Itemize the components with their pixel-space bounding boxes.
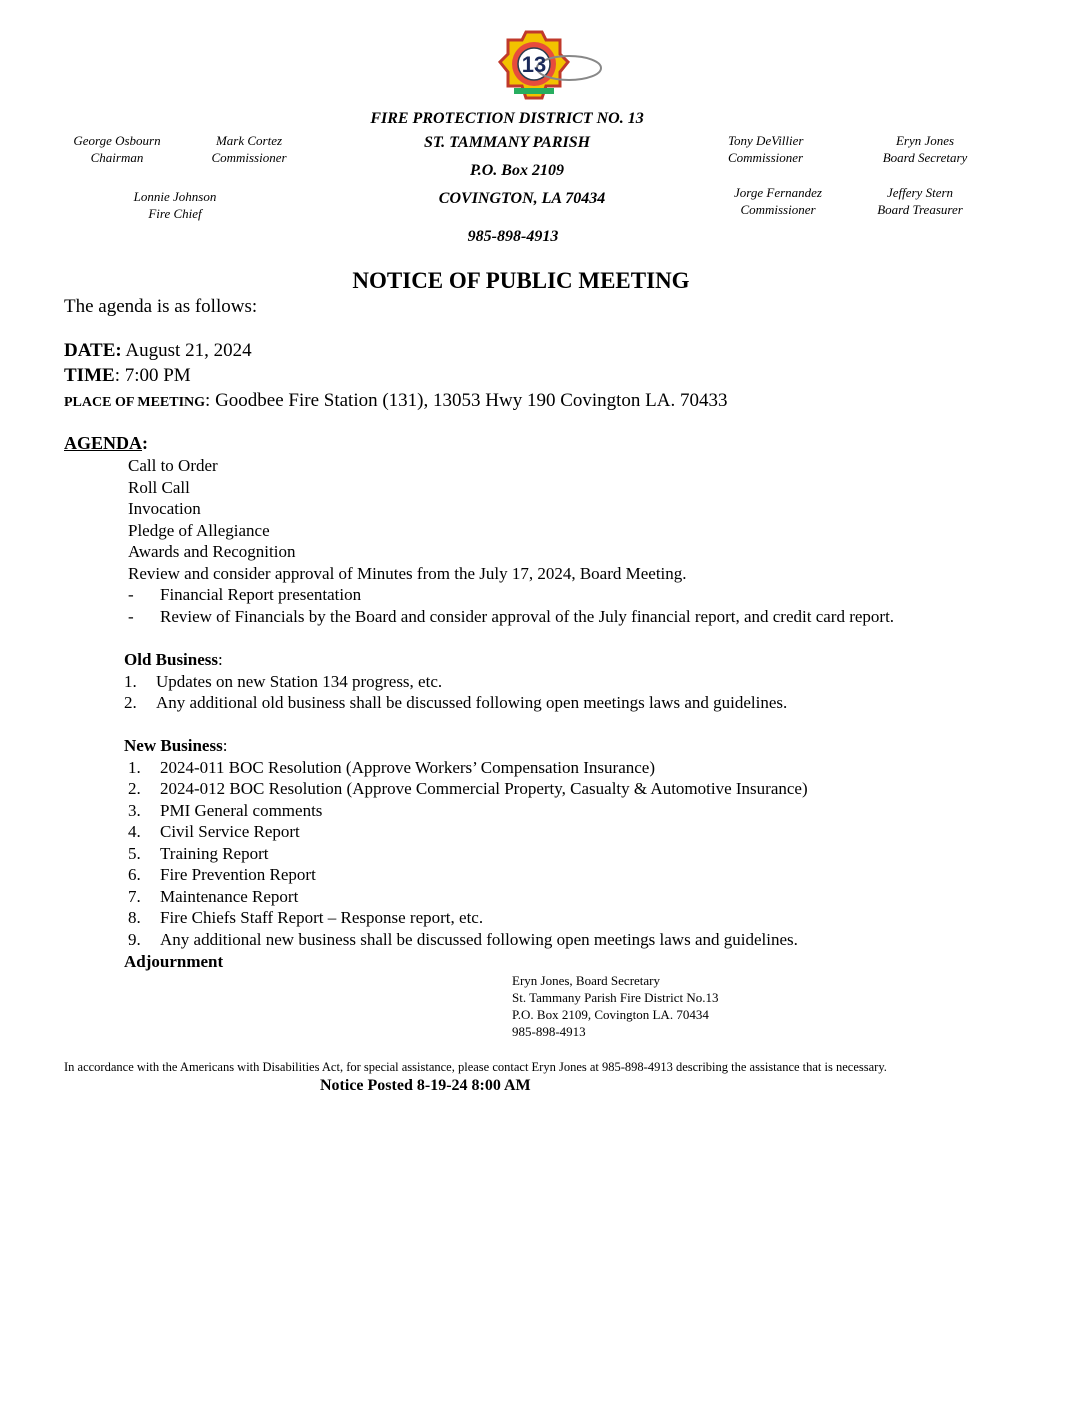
new-business-num: 8.	[128, 908, 141, 927]
date-label: DATE:	[64, 340, 122, 361]
sub-item-dash: -	[128, 585, 134, 604]
official-title: Commissioner	[728, 150, 804, 165]
agenda-sub-item: Financial Report presentation	[160, 585, 362, 604]
ada-notice: In accordance with the Americans with Disabilities Act, for special assistance, please contact Eryn Jones at 985-898-4913 describing the assistance that is necessary.	[64, 1060, 887, 1074]
official-commissioner-devillier	[728, 132, 824, 166]
official-fire-chief	[122, 188, 228, 222]
new-business-item: 2024-012 BOC Resolution (Approve Commercial Property, Casualty & Automotive Insurance)	[160, 779, 808, 798]
official-name: Mark Cortez	[215, 133, 283, 148]
signature-address: P.O. Box 2109, Covington LA. 70434	[512, 1007, 709, 1022]
page-title: NOTICE OF PUBLIC MEETING	[352, 268, 690, 293]
place-label: PLACE OF MEETING	[64, 395, 206, 410]
official-name: Tony DeVillier	[728, 133, 804, 148]
notice-posted: Notice Posted 8-19-24 8:00 AM	[320, 1077, 531, 1094]
old-business-item: Any additional old business shall be discussed following open meetings laws and guidelines.	[156, 693, 788, 712]
agenda-item: Review and consider approval of Minutes from the July 17, 2024, Board Meeting.	[128, 564, 687, 583]
official-board-secretary	[870, 132, 980, 166]
old-business-colon: :	[218, 650, 223, 669]
official-chairman	[62, 132, 172, 166]
new-business-num: 9.	[128, 930, 141, 949]
new-business-num: 1.	[128, 758, 141, 777]
new-business-item: 2024-011 BOC Resolution (Approve Workers’ Compensation Insurance)	[160, 758, 656, 777]
agenda-intro: The agenda is as follows:	[64, 296, 258, 317]
new-business-num: 7.	[128, 887, 141, 906]
agenda-heading-text: AGENDA	[64, 433, 143, 453]
fire-district-logo	[484, 28, 604, 106]
date-value: August 21, 2024	[121, 340, 252, 361]
signature-phone: 985-898-4913	[512, 1024, 586, 1039]
old-business-num: 2.	[124, 693, 137, 712]
po-box: P.O. Box 2109	[470, 162, 564, 179]
official-title: Commissioner	[740, 202, 816, 217]
agenda-heading-colon: :	[142, 433, 149, 453]
new-business-heading	[124, 736, 227, 756]
official-title: Commissioner	[211, 150, 287, 165]
official-name: Jorge Fernandez	[734, 185, 822, 200]
agenda-item: Pledge of Allegiance	[128, 521, 270, 540]
time-value: : 7:00 PM	[114, 365, 191, 386]
agenda-heading	[64, 433, 148, 454]
new-business-num: 2.	[128, 779, 141, 798]
new-business-colon: :	[222, 736, 228, 755]
district-name: FIRE PROTECTION DISTRICT NO. 13	[370, 110, 644, 127]
new-business-num: 6.	[128, 865, 141, 884]
new-business-item: Fire Prevention Report	[160, 865, 316, 884]
new-business-item: Maintenance Report	[160, 887, 299, 906]
agenda-sub-item: Review of Financials by the Board and consider approval of the July financial report, and credit card report.	[160, 607, 895, 626]
new-business-label: New Business	[124, 736, 223, 755]
sub-item-dash: -	[128, 607, 134, 626]
official-name: George Osbourn	[73, 133, 161, 148]
new-business-num: 3.	[128, 801, 141, 820]
official-title: Board Treasurer	[877, 202, 963, 217]
new-business-item: Civil Service Report	[160, 822, 300, 841]
agenda-item: Awards and Recognition	[128, 542, 296, 561]
new-business-item: Training Report	[160, 844, 269, 863]
time-label: TIME	[64, 365, 115, 386]
official-name: Eryn Jones	[895, 133, 955, 148]
official-title: Chairman	[90, 150, 144, 165]
new-business-item: PMI General comments	[160, 801, 323, 820]
agenda-item: Roll Call	[128, 478, 190, 497]
meeting-place	[64, 390, 728, 412]
old-business-item: Updates on new Station 134 progress, etc.	[156, 672, 443, 691]
phone-number: 985-898-4913	[467, 228, 559, 245]
place-value: : Goodbee Fire Station (131), 13053 Hwy 190 Covington LA. 70433	[205, 390, 728, 411]
agenda-item: Call to Order	[128, 456, 218, 475]
old-business-label: Old Business	[124, 650, 219, 669]
parish-name: ST. TAMMANY PARISH	[423, 134, 591, 151]
official-commissioner-fernandez	[726, 184, 830, 218]
meeting-time	[64, 365, 191, 387]
signature-org: St. Tammany Parish Fire District No.13	[512, 990, 719, 1005]
official-title: Fire Chief	[148, 206, 202, 221]
new-business-num: 4.	[128, 822, 141, 841]
official-commissioner-cortez	[196, 132, 302, 166]
adjournment: Adjournment	[124, 952, 224, 971]
old-business-heading	[124, 650, 223, 670]
new-business-item: Fire Chiefs Staff Report – Response report, etc.	[160, 908, 484, 927]
old-business-num: 1.	[124, 672, 137, 691]
new-business-num: 5.	[128, 844, 141, 863]
logo-number: 13	[521, 52, 547, 77]
official-title: Board Secretary	[882, 150, 968, 165]
fire-district-badge-logo-icon	[484, 28, 604, 106]
official-name: Lonnie Johnson	[133, 189, 217, 204]
official-board-treasurer	[862, 184, 978, 218]
agenda-item: Invocation	[128, 499, 201, 518]
signature-block	[512, 972, 718, 1040]
signature-name: Eryn Jones, Board Secretary	[512, 973, 661, 988]
new-business-item: Any additional new business shall be discussed following open meetings laws and guidelines.	[160, 930, 798, 949]
meeting-date	[64, 340, 252, 362]
city-address: COVINGTON, LA 70434	[438, 190, 606, 207]
official-name: Jeffery Stern	[886, 185, 954, 200]
